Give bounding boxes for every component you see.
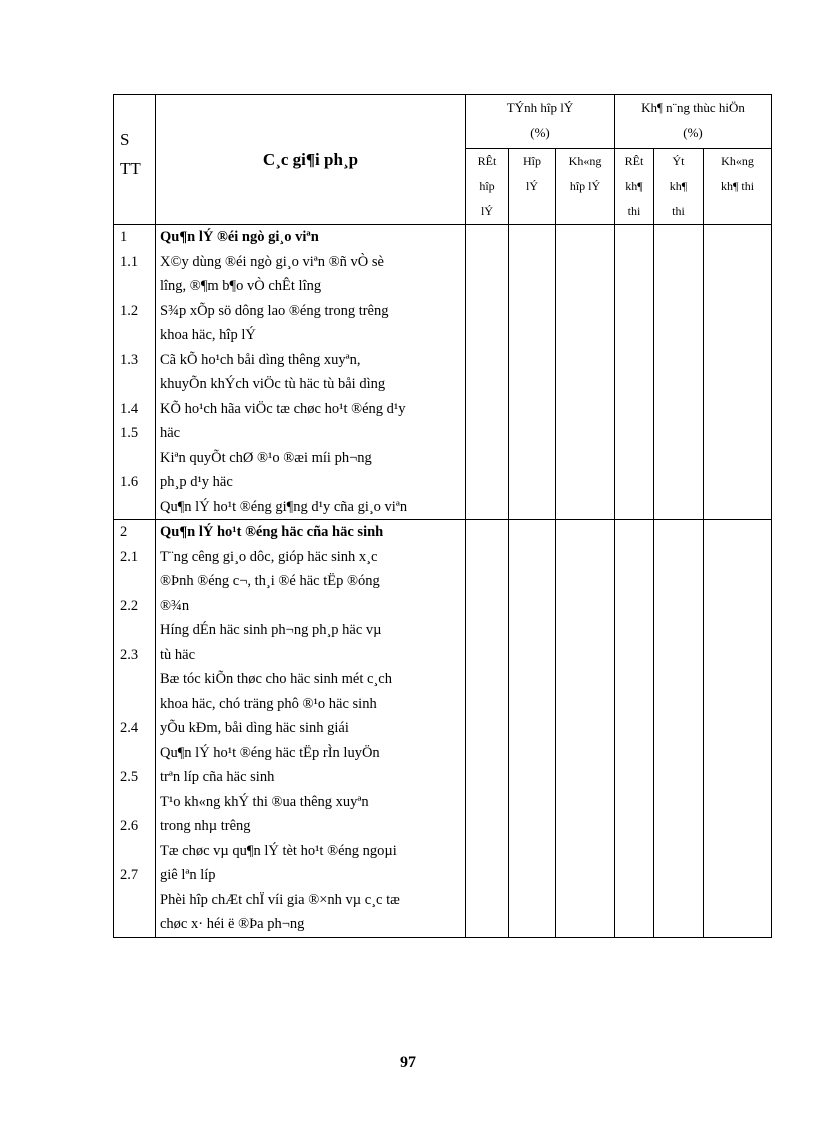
header-solutions: C¸c gi¶i ph¸p (156, 95, 466, 225)
solution-text-line: yÕu kÐm, båi dìng häc sinh giái (160, 720, 349, 736)
item-number: 2.5 (120, 769, 139, 785)
header-sub-line: Kh«ng (721, 154, 754, 168)
header-sub-line: Kh«ng (568, 154, 602, 168)
value-cell (509, 225, 556, 520)
item-number: 1.3 (120, 351, 139, 368)
header-sub-line: thi (672, 204, 685, 218)
header-stt-line1: S (120, 130, 130, 149)
header-sub-line: kh¶ (669, 179, 688, 193)
header-feasibility (615, 95, 772, 149)
value-cell (466, 225, 509, 520)
item-number: 1.6 (120, 474, 139, 490)
item-number: 2.2 (120, 597, 139, 614)
item-number (120, 569, 155, 594)
solution-text-line: lîng, ®¶m b¶o vÒ chÊt lîng (160, 278, 322, 294)
item-number: 2.4 (120, 720, 139, 736)
header-sub-line: lÝ (526, 179, 538, 193)
item-number (120, 790, 155, 815)
solution-text-line: häc (160, 425, 181, 441)
solution-text-line: khoa häc, chó träng phô ®¹o häc sinh (160, 695, 377, 712)
header-sub-line: RÊt (477, 154, 497, 168)
item-number (120, 912, 155, 937)
solution-text-line: Kiªn quyÕt chØ ®¹o ®æi míi ph¬ng (160, 449, 372, 466)
section-solutions (156, 225, 466, 520)
value-cell (509, 520, 556, 938)
solution-text-line: ®¾n (160, 597, 190, 614)
header-not-feasible (704, 149, 772, 225)
solution-text-line: KÕ ho¹ch hãa viÖc tæ chøc ho¹t ®éng d¹y (160, 400, 406, 417)
solution-text-line: Qu¶n lÝ ho¹t ®éng gi¶ng d¹y cña gi¸o viªn (160, 498, 408, 515)
header-little-feasible (654, 149, 704, 225)
item-number (120, 741, 155, 766)
solution-text-line: chøc x· héi ë ®Þa ph¬ng (160, 916, 305, 932)
solution-text-line: Qu¶n lÝ ho¹t ®éng häc tËp rÌn luyÖn (160, 744, 380, 761)
item-number: 2.7 (120, 867, 139, 883)
solution-text-line: tù häc (160, 646, 196, 663)
header-stt (114, 95, 156, 225)
header-stt-line2: TT (120, 159, 141, 178)
solution-text-line: Híng dÉn häc sinh ph¬ng ph¸p häc vµ (160, 622, 382, 638)
header-reasonableness (466, 95, 615, 149)
header-reasonableness-unit: (%) (530, 125, 550, 140)
header-not-reasonable (556, 149, 615, 225)
solution-text-line: ph¸p d¹y häc (160, 474, 233, 490)
section-heading: Qu¶n lÝ ho¹t ®éng häc cña häc sinh (160, 524, 384, 540)
solution-text-line: T¨ng cêng gi¸o dôc, gióp häc sinh x¸c (160, 548, 378, 565)
item-number (120, 667, 155, 692)
value-cell (466, 520, 509, 938)
header-reasonable (509, 149, 556, 225)
item-number: 1.2 (120, 302, 139, 319)
item-number: 2.6 (120, 818, 139, 834)
item-number (120, 692, 155, 717)
item-number: 2 (120, 524, 128, 540)
item-number: 1.4 (120, 400, 139, 417)
item-number: 1.1 (120, 253, 139, 270)
value-cell (704, 225, 772, 520)
value-cell (654, 520, 704, 938)
value-cell (556, 225, 615, 520)
header-sub-line: kh¶ (625, 179, 643, 193)
header-very-feasible (615, 149, 654, 225)
solution-text-line: Phèi hîp chÆt chÏ víi gia ®×nh vµ c¸c tæ (160, 891, 400, 908)
value-cell (556, 520, 615, 938)
solution-text-line: giê lªn líp (160, 867, 216, 883)
header-sub-line: Hîp (523, 154, 541, 168)
header-very-reasonable (466, 149, 509, 225)
solution-text-line: Tæ chøc vµ qu¶n lÝ tèt ho¹t ®éng ngoµi (160, 842, 397, 859)
solution-text-line: khuyÕn khÝch viÖc tù häc tù båi dìng (160, 376, 386, 392)
section-numbers (114, 520, 156, 938)
solutions-survey-table (113, 94, 772, 938)
solution-text-line: trong nhµ trêng (160, 818, 251, 834)
item-number: 2.1 (120, 548, 139, 565)
value-cell (654, 225, 704, 520)
page-number: 97 (400, 1054, 416, 1071)
section-numbers (114, 225, 156, 520)
solution-text-line: ®Þnh ®éng c¬, th¸i ®é häc tËp ®óng (160, 573, 380, 589)
section-heading: Qu¶n lÝ ®éi ngò gi¸o viªn (160, 229, 319, 245)
section-row (114, 520, 772, 938)
header-sub-line: hîp (479, 179, 495, 193)
solution-text-line: khoa häc, hîp lÝ (160, 327, 256, 343)
item-number: 1.5 (120, 425, 139, 441)
header-sub-line: RÊt (624, 154, 644, 168)
header-reasonableness-title: TÝnh hîp lÝ (506, 100, 574, 115)
header-sub-line: hîp lÝ (569, 179, 601, 193)
section-row (114, 225, 772, 520)
solution-text-line: Bæ tóc kiÕn thøc cho häc sinh mét c¸ch (160, 671, 392, 687)
header-sub-line: Ýt (672, 154, 685, 168)
item-number (120, 888, 155, 913)
value-cell (615, 520, 654, 938)
value-cell (615, 225, 654, 520)
solution-text-line: S¾p xÕp sö dông lao ®éng trong trêng (160, 302, 389, 319)
item-number: 1 (120, 229, 128, 245)
solution-text-line: T¹o kh«ng khÝ thi ®ua thêng xuyªn (160, 793, 369, 810)
solution-text-line: X©y dùng ®éi ngò gi¸o viªn ®ñ vÒ sè (160, 253, 384, 270)
item-number (120, 323, 155, 348)
header-feasibility-unit: (%) (683, 125, 703, 140)
solution-text-line: Cã kÕ ho¹ch båi dìng thêng xuyªn, (160, 351, 361, 368)
solution-text-line: trªn líp cña häc sinh (160, 769, 275, 785)
value-cell (704, 520, 772, 938)
header-sub-line: thi (627, 204, 641, 218)
item-number (120, 495, 155, 520)
item-number (120, 839, 155, 864)
section-solutions (156, 520, 466, 938)
header-feasibility-title: Kh¶ n¨ng thùc hiÖn (641, 100, 745, 115)
item-number: 2.3 (120, 646, 139, 663)
item-number (120, 274, 155, 299)
header-sub-line: kh¶ thi (720, 179, 755, 193)
item-number (120, 446, 155, 471)
header-sub-line: lÝ (481, 204, 493, 218)
item-number (120, 618, 155, 643)
item-number (120, 372, 155, 397)
